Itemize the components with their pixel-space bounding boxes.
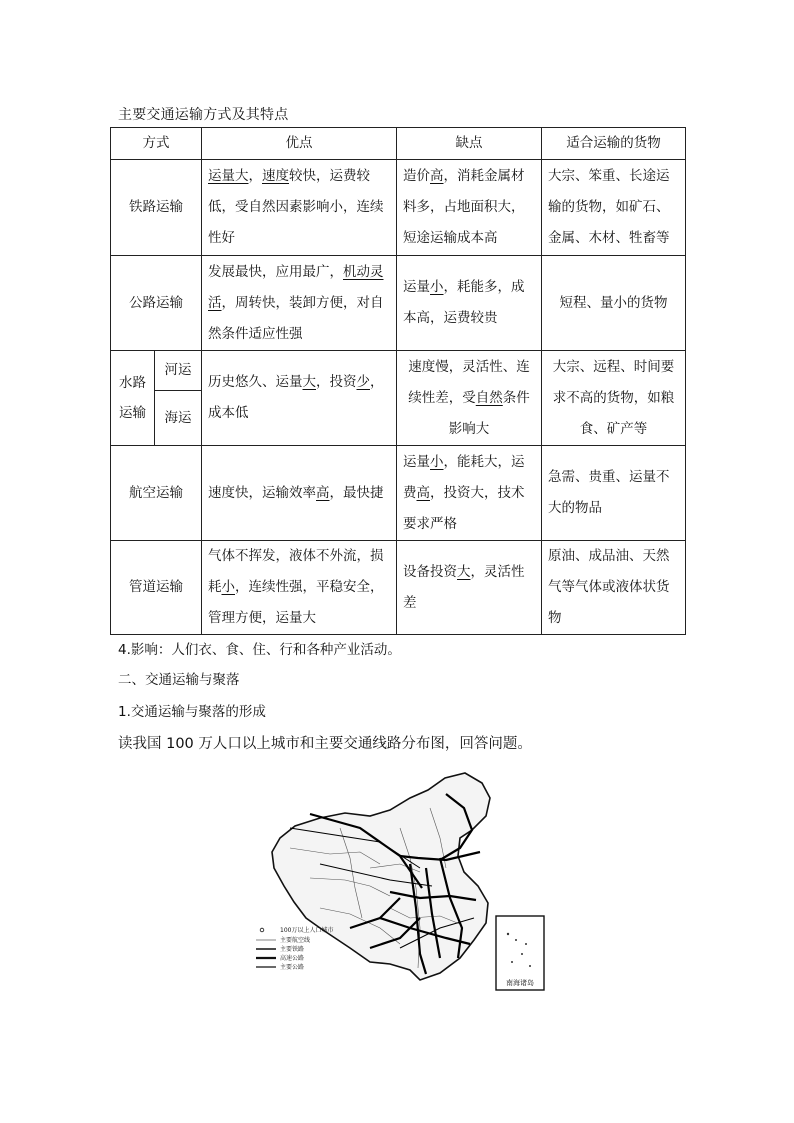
pipe-pros: 气体不挥发，液体不外流，损耗小，连续性强，平稳安全，管理方便，运量大 <box>202 541 397 635</box>
transport-table <box>110 127 686 635</box>
pipe-cons: 设备投资大，灵活性差 <box>397 541 542 635</box>
table-row-rail <box>111 160 686 256</box>
table-row-air <box>111 446 686 541</box>
water-name: 水路 运输 <box>111 351 155 446</box>
road-pros: 发展最快，应用最广，机动灵活，周转快，装卸方便，对自然条件适应性强 <box>202 256 397 351</box>
legend-city: 100万以上人口城市 <box>280 927 334 934</box>
water-cons: 速度慢，灵活性、连续性差，受自然条件影响大 <box>397 351 542 446</box>
legend-highway: 高速公路 <box>280 955 305 962</box>
rail-pros: 运量大，速度较快，运费较低，受自然因素影响小，连续性好 <box>202 160 397 256</box>
rail-name: 铁路运输 <box>111 160 202 256</box>
legend-road: 主要公路 <box>280 964 305 971</box>
influence-text: 4.影响：人们衣、食、住、行和各种产业活动。 <box>118 642 401 658</box>
china-transport-map <box>250 768 550 996</box>
road-cons: 运量小，耗能多，成本高，运费较贵 <box>397 256 542 351</box>
inset-label: 南海诸岛 <box>506 979 534 987</box>
table-row-road <box>111 256 686 351</box>
map-svg <box>250 768 550 996</box>
map-legend <box>256 926 333 971</box>
air-cons: 运量小，能耗大，运费高，投资大，技术要求严格 <box>397 446 542 541</box>
road-goods: 短程、量小的货物 <box>542 256 686 351</box>
table-header-row <box>111 128 686 160</box>
water-pros: 历史悠久、运量大，投资少，成本低 <box>202 351 397 446</box>
page-title: 主要交通运输方式及其特点 <box>118 107 289 123</box>
header-pros: 优点 <box>202 128 397 160</box>
section-heading: 二、交通运输与聚落 <box>118 672 240 688</box>
header-goods: 适合运输的货物 <box>542 128 686 160</box>
table-row-water-river <box>111 351 686 391</box>
pipe-name: 管道运输 <box>111 541 202 635</box>
air-pros: 速度快，运输效率高，最快捷 <box>202 446 397 541</box>
table-row-pipe <box>111 541 686 635</box>
water-goods: 大宗、远程、时间要求不高的货物，如粮食、矿产等 <box>542 351 686 446</box>
air-name: 航空运输 <box>111 446 202 541</box>
subsection-heading: 1.交通运输与聚落的形成 <box>118 704 266 720</box>
pipe-goods: 原油、成品油、天然气等气体或液体状货物 <box>542 541 686 635</box>
air-goods: 急需、贵重、运量不大的物品 <box>542 446 686 541</box>
rail-goods: 大宗、笨重、长途运输的货物，如矿石、金属、木材、牲畜等 <box>542 160 686 256</box>
rail-cons: 造价高，消耗金属材料多，占地面积大，短途运输成本高 <box>397 160 542 256</box>
water-river: 河运 <box>155 351 202 391</box>
legend-rail: 主要铁路 <box>280 946 305 953</box>
road-name: 公路运输 <box>111 256 202 351</box>
header-method: 方式 <box>111 128 202 160</box>
legend-air: 主要航空线 <box>280 937 311 944</box>
instruction-text: 读我国 100 万人口以上城市和主要交通线路分布图，回答问题。 <box>118 736 532 752</box>
water-sea: 海运 <box>155 391 202 446</box>
header-cons: 缺点 <box>397 128 542 160</box>
